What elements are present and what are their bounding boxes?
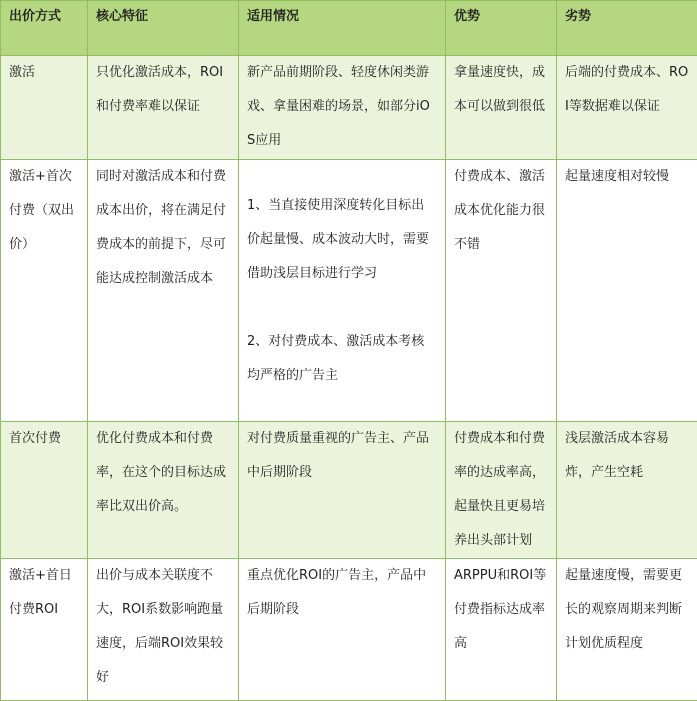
cell-suit: 1、当直接使用深度转化目标出价起量慢、成本波动大时，需要借助浅层目标进行学习 2、对付费成本、激活成本考核均严格的广告主 [239, 160, 446, 422]
cell-adv: 付费成本、激活成本优化能力很不错 [446, 160, 557, 422]
table-row [1, 160, 697, 422]
header-dis: 劣势 [557, 1, 697, 56]
cell-adv: 拿量速度快，成本可以做到很低 [446, 56, 557, 160]
cell-method: 激活+首日付费ROI [1, 559, 88, 701]
cell-method: 首次付费 [1, 422, 88, 559]
cell-method: 激活+首次付费（双出价） [1, 160, 88, 422]
header-adv: 优势 [446, 1, 557, 56]
cell-dis: 后端的付费成本、ROI等数据难以保证 [557, 56, 697, 160]
cell-core: 同时对激活成本和付费成本出价，将在满足付费成本的前提下，尽可能达成控制激活成本 [88, 160, 239, 422]
table-row [1, 559, 697, 701]
cell-suit: 对付费质量重视的广告主、产品中后期阶段 [239, 422, 446, 559]
cell-core: 优化付费成本和付费率，在这个的目标达成率比双出价高。 [88, 422, 239, 559]
cell-core: 出价与成本关联度不大，ROI系数影响跑量速度，后端ROI效果较好 [88, 559, 239, 701]
header-row [1, 1, 697, 56]
cell-method: 激活 [1, 56, 88, 160]
header-suit: 适用情况 [239, 1, 446, 56]
cell-dis: 浅层激活成本容易炸，产生空耗 [557, 422, 697, 559]
cell-adv: ARPPU和ROI等付费指标达成率高 [446, 559, 557, 701]
cell-dis: 起量速度慢，需要更长的观察周期来判断计划优质程度 [557, 559, 697, 701]
header-method: 出价方式 [1, 1, 88, 56]
cell-dis: 起量速度相对较慢 [557, 160, 697, 422]
header-core: 核心特征 [88, 1, 239, 56]
cell-suit: 新产品前期阶段、轻度休闲类游戏、拿量困难的场景，如部分iOS应用 [239, 56, 446, 160]
table-row [1, 56, 697, 160]
cell-core: 只优化激活成本，ROI和付费率难以保证 [88, 56, 239, 160]
cell-adv: 付费成本和付费率的达成率高，起量快且更易培养出头部计划 [446, 422, 557, 559]
table-row [1, 422, 697, 559]
cell-suit: 重点优化ROI的广告主，产品中后期阶段 [239, 559, 446, 701]
